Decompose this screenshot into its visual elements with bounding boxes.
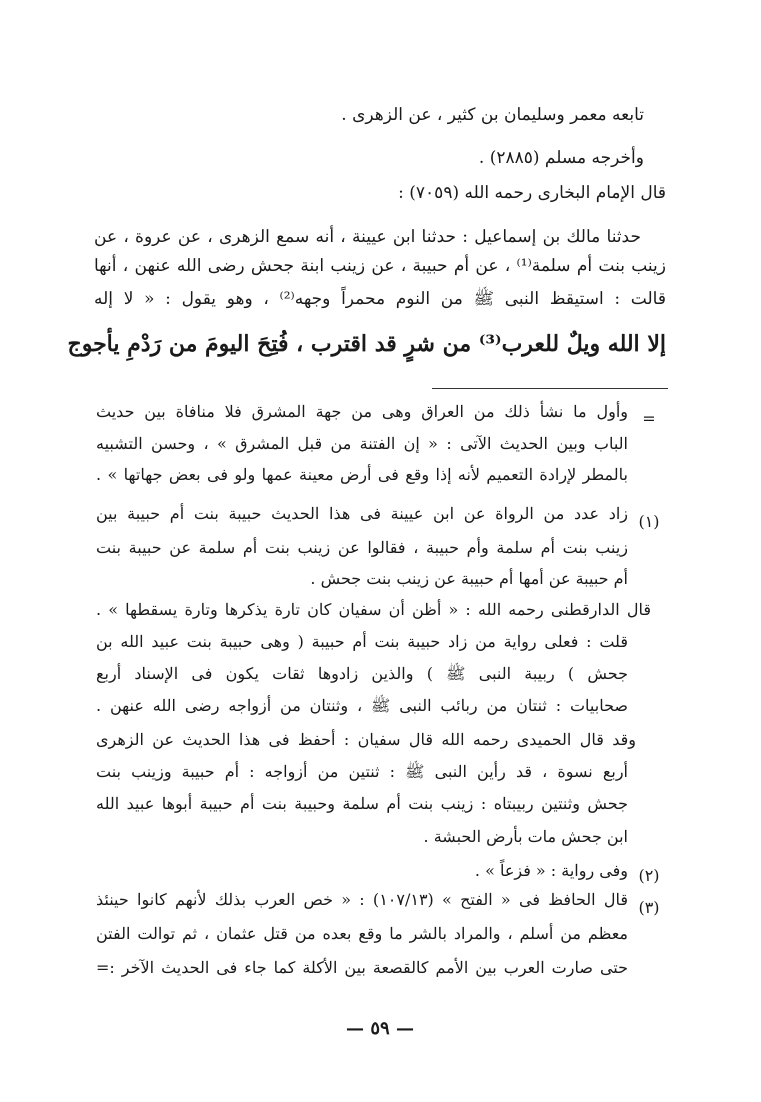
footnote-line: الباب وبين الحديث الآتى : « إن الفتنة من قبل المشرق » ، وحسن التشبيه: [96, 434, 628, 453]
footnote-line: أم حبيبة عن أمها أم حبيبة عن زينب بنت جحش .: [310, 569, 628, 588]
footnote-marker: (١): [638, 512, 660, 531]
footnote-line: قلت : فعلى رواية من زاد حبيبة بنت أم حبيبة ( وهى حبيبة بنت عبيد الله بن: [96, 632, 628, 651]
main-text-line: تابعه معمر وسليمان بن كثير ، عن الزهرى .: [341, 105, 644, 125]
main-text-line: قالت : استيقظ النبى ﷺ من النوم محمراً وجهه⁽²⁾ ، وهو يقول : « لا إله: [94, 289, 666, 309]
main-text-line: إلا الله ويلٌ للعرب⁽³⁾ من شرٍ قد اقترب ، فُتِحَ اليومَ من رَدْمِ يأجوج: [67, 331, 666, 357]
footnote-line: زينب بنت أم سلمة وأم حبيبة ، فقالوا عن زينب بنت أم سلمة عن حبيبة بنت: [96, 538, 628, 557]
page-number: — ٥٩ —: [346, 1018, 414, 1039]
main-text-line: قال الإمام البخارى رحمه الله (٧٠٥٩) :: [398, 183, 666, 203]
footnote-line: قال الدارقطنى رحمه الله : « أظن أن سفيان كان تارة يذكرها وتارة يسقطها » .: [96, 600, 651, 619]
footnote-line: أربع نسوة ، قد رأين النبى ﷺ : ثنتين من أزواجه : أم حبيبة وزينب بنت: [96, 762, 628, 781]
footnote-line: صحابيات : ثنتان من ربائب النبى ﷺ ، وثنتان من أزواجه رضى الله عنهن .: [96, 696, 628, 715]
footnote-line: قال الحافظ فى « الفتح » (١٠٧/١٣) : « خص العرب بذلك لأنهم كانوا حينئذ: [96, 890, 628, 909]
footnote-line: ابن جحش مات بأرض الحبشة .: [423, 827, 628, 846]
footnote-line: زاد عدد من الرواة عن ابن عيينة فى هذا الحديث حبيبة بنت أم حبيبة بين: [96, 504, 628, 523]
main-text-line: زينب بنت أم سلمة⁽¹⁾ ، عن أم حبيبة ، عن زينب ابنة جحش رضى الله عنهن ، أنها: [94, 256, 666, 276]
main-text-line: حدثنا مالك بن إسماعيل : حدثنا ابن عيينة ، أنه سمع الزهرى ، عن عروة ، عن: [94, 227, 641, 247]
footnote-line: حتى صارت العرب بين الأمم كالقصعة بين الأكلة كما جاء فى الحديث الآخر :=: [96, 958, 628, 977]
footnote-marker: (٣): [638, 898, 660, 917]
footnote-separator: [432, 388, 668, 389]
footnote-line: جحش ) ربيبة النبى ﷺ ) والذين زادوها ثقات يكون فى الإسناد أربع: [96, 664, 628, 683]
main-text-line: وأخرجه مسلم (٢٨٨٥) .: [478, 148, 644, 168]
footnote-marker: (٢): [638, 866, 660, 885]
footnote-marker: =: [642, 409, 656, 428]
footnote-line: وأول ما نشأ ذلك من العراق وهى من جهة المشرق فلا منافاة بين حديث: [96, 402, 628, 421]
footnote-line: وفى رواية : « فزعاً » .: [474, 861, 628, 880]
footnote-line: بالمطر لإرادة التعميم لأنه إذا وقع فى أرض معينة عمها ولو فى بعض جهاتها » .: [96, 465, 628, 484]
footnote-line: وقد قال الحميدى رحمه الله قال سفيان : أحفظ فى هذا الحديث عن الزهرى: [96, 730, 636, 749]
footnote-line: جحش وثنتين ربيبتاه : زينب بنت أم سلمة وحبيبة بنت أم حبيبة أبوها عبيد الله: [96, 794, 628, 813]
footnote-line: معظم من أسلم ، والمراد بالشر ما وقع بعده من قتل عثمان ، ثم توالت الفتن: [96, 924, 628, 943]
